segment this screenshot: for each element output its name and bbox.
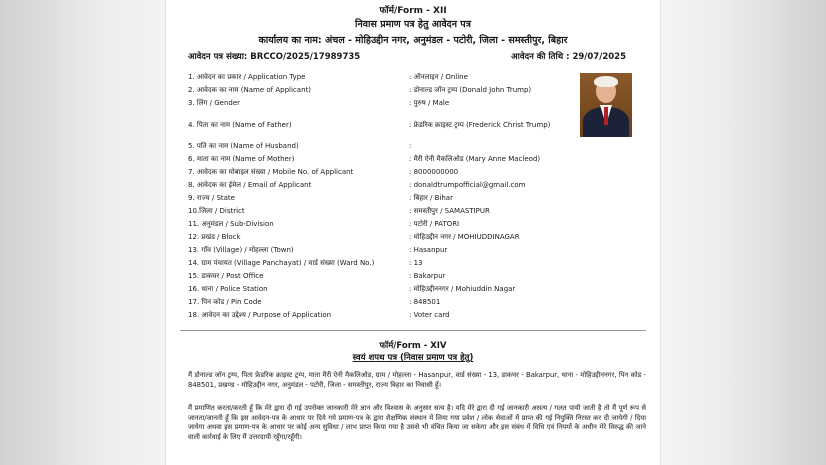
affidavit-form-number: फॉर्म/Form - XIV — [379, 341, 447, 351]
field-value: : ऑनलाइन / Online — [409, 73, 468, 81]
field-post-office — [188, 272, 618, 281]
field-application-type — [188, 73, 618, 82]
field-label: 6. माता का नाम (Name of Mother) — [188, 155, 295, 163]
field-label: 12. प्रखंड / Block — [188, 233, 241, 241]
field-value: : Hasanpur — [409, 246, 448, 254]
field-value: : पुरुष / Male — [409, 99, 450, 107]
field-block — [188, 233, 618, 242]
photo-tie — [604, 107, 608, 125]
field-value: : बिहार / Bihar — [409, 194, 453, 202]
applicant-photo — [580, 73, 632, 137]
field-label: 18. आवेदन का उद्देश्य / Purpose of Application — [188, 311, 332, 319]
field-value: : 848501 — [409, 298, 441, 306]
field-label: 15. डाकघर / Post Office — [188, 272, 264, 280]
field-village — [188, 246, 618, 255]
field-label: 5. पति का नाम (Name of Husband) — [188, 142, 299, 150]
field-label: 14. ग्राम पंचायत (Village Panchayat) / वार्ड संख्या (Ward No.) — [188, 259, 375, 267]
field-value: : — [409, 142, 412, 150]
field-value: : मोहिउद्दीननगर / Mohiuddin Nagar — [409, 285, 516, 293]
field-value: : मैरी ऐनी मैकलिओड (Mary Anne Macleod) — [409, 155, 541, 163]
form-title: निवास प्रमाण पत्र हेतु आवेदन पत्र — [355, 19, 471, 30]
field-label: 4. पिता का नाम (Name of Father) — [188, 121, 292, 129]
field-value: : पटोरी / PATORI — [409, 220, 460, 228]
field-email — [188, 181, 618, 190]
field-husband-name — [188, 142, 618, 151]
field-mobile — [188, 168, 618, 177]
left-backdrop — [0, 0, 165, 465]
right-backdrop — [661, 0, 826, 465]
field-label: 1. आवेदन का प्रकार / Application Type — [188, 73, 306, 81]
field-label: 13. गाँव (Village) / मोहल्ला (Town) — [188, 246, 294, 254]
field-mother-name — [188, 155, 618, 164]
field-panchayat-ward — [188, 259, 618, 268]
field-label: 10.जिला / District — [188, 207, 245, 215]
photo-hair — [594, 76, 618, 87]
field-label: 3. लिंग / Gender — [188, 99, 241, 107]
field-value: : Voter card — [409, 311, 450, 319]
field-label: 16. थाना / Police Station — [188, 285, 268, 293]
field-gender — [188, 99, 618, 108]
field-value: : 13 — [409, 259, 423, 267]
field-state — [188, 194, 618, 203]
application-number: आवेदन पत्र संख्या: BRCCO/2025/17989735 — [188, 52, 361, 62]
affidavit-title: स्वयं शपथ पत्र (निवास प्रमाण पत्र हेतु) — [352, 353, 474, 363]
field-father-name — [188, 121, 618, 130]
field-label: 7. आवेदक का मोबाइल संख्या / Mobile No. of Applicant — [188, 168, 354, 176]
field-value: : donaldtrumpofficial@gmail.com — [409, 181, 526, 189]
field-label: 17. पिन कोड / Pin Code — [188, 298, 262, 306]
form-number: फॉर्म/Form - XII — [379, 6, 447, 16]
affidavit-certification: मैं प्रमाणित करता/करती हूँ कि मेरे द्वारा दी गई उपरोक्त जानकारी मेरे ज्ञान और विश्वास के अनुसार सत्य है। यदि मेरे द्वारा दी गई जानकारी असत्य / गलत पायी जाती है तो मैं पूर्ण रूप से जानता/जानती हूँ कि इस आवेदन-पत्र के आधार पर दिये गये प्रमाण-पत्र के द्वारा शैक्षणिक संस्थान में लिया गया प्रवेश / लोक सेवाओं में प्राप्त की गई नियुक्ति निरस्त कर दी जायेगी / दिया जायेगा अथवा इस प्रमाण-पत्र के आधार पर कोई अन्य सुविधा / लाभ प्राप्त किया गया है उससे भी वंचित किया जा सकेगा और इस संबंध में विधि एवं नियमों के अधीन मेरे विरुद्ध की जाने वाली कार्रवाई के लिए मैं उत्तरदायी रहूँगा/रहूँगी। — [188, 404, 646, 441]
field-district — [188, 207, 618, 216]
field-value: : फ्रेडरिक क्राइस्ट ट्रम्प (Frederick Christ Trump) — [409, 121, 551, 129]
field-label: 9. राज्य / State — [188, 194, 235, 202]
field-value: : 8000000000 — [409, 168, 459, 176]
field-value: : मोहिउद्दीन नगर / MOHIUDDINAGAR — [409, 233, 520, 241]
affidavit-declaration: मैं डोनाल्ड जॉन ट्रम्प, पिता फ्रेडरिक क्राइस्ट ट्रम्प, माता मैरी ऐनी मैकलिओड, ग्राम / मोहल्ला - Hasanpur, वार्ड संख्या - 13, डाकघर - Bakarpur, थाना - मोहिउद्दीननगर, पिन कोड - 848501, प्रखण्ड - मोहिउद्दीन नगर, अनुमंडल - पटोरी, जिला - समस्तीपुर, राज्य बिहार का निवासी हूँ। — [188, 371, 646, 389]
field-value: : Bakarpur — [409, 272, 446, 280]
field-pin-code — [188, 298, 618, 307]
field-police-station — [188, 285, 618, 294]
office-name: कार्यालय का नाम: अंचल - मोहिउद्दीन नगर, अनुमंडल - पटोरी, जिला - समस्तीपुर, बिहार — [258, 35, 568, 46]
field-label: 8. आवेदक का ईमेल / Email of Applicant — [188, 181, 312, 189]
document-sheet — [166, 0, 660, 465]
field-applicant-name — [188, 86, 618, 95]
section-divider — [180, 330, 646, 331]
field-value: : डोनाल्ड जॉन ट्रम्प (Donald John Trump) — [409, 86, 532, 94]
field-sub-division — [188, 220, 618, 229]
application-date: आवेदन की तिथि : 29/07/2025 — [511, 52, 626, 62]
field-purpose — [188, 311, 618, 320]
field-label: 11. अनुमंडल / Sub-Division — [188, 220, 274, 228]
field-label: 2. आवेदक का नाम (Name of Applicant) — [188, 86, 311, 94]
field-value: : समस्तीपुर / SAMASTIPUR — [409, 207, 490, 215]
